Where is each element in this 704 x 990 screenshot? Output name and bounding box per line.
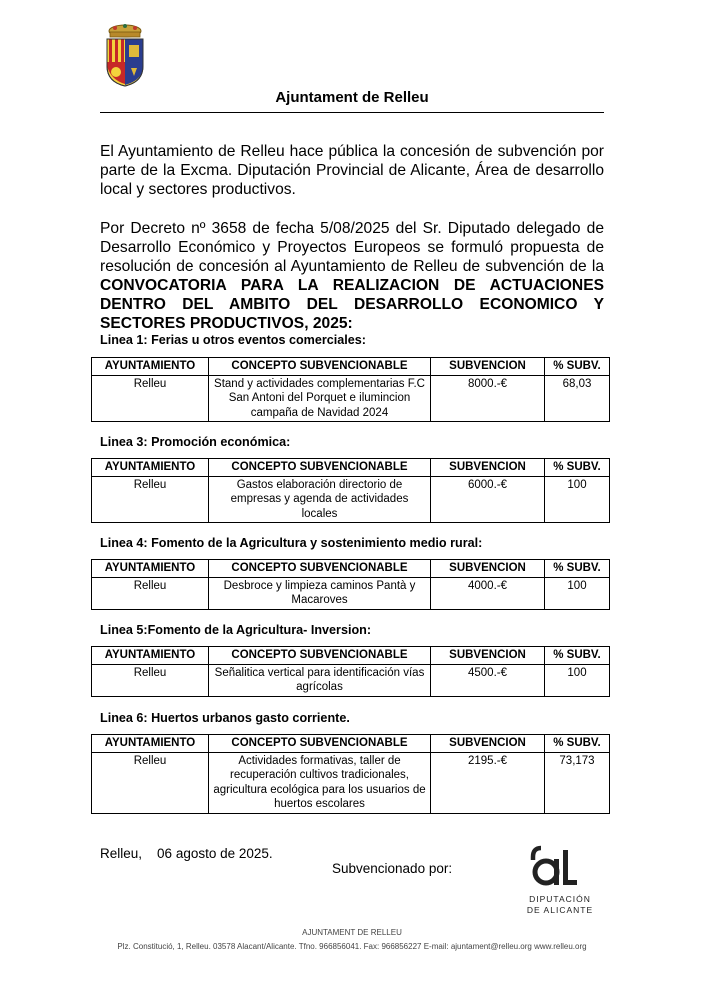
decree-text: Por Decreto nº 3658 de fecha 5/08/2025 del Sr. Diputado delegado de Desarrollo Económico y Proyectos Europeos se formuló propuesta de resolución de concesión al Ayuntamiento de Relleu de subvención de la <box>100 220 604 275</box>
header-concepto: CONCEPTO SUBVENCIONABLE <box>209 459 431 477</box>
cell-concepto: Desbroce y limpieza caminos Pantà y Macaroves <box>209 577 431 609</box>
table-row <box>92 577 610 609</box>
header-subvencion: SUBVENCION <box>431 560 545 578</box>
header-subvencion: SUBVENCION <box>431 459 545 477</box>
intro-paragraph: El Ayuntamiento de Relleu hace pública la concesión de subvención por parte de la Excma. Diputación Provincial de Alicante, Área de desarrollo local y sectores productivos. <box>100 143 604 198</box>
table-row <box>92 664 610 696</box>
header-porcentaje: % SUBV. <box>545 647 610 665</box>
table-header-row <box>92 358 610 376</box>
header-ayuntamiento: AYUNTAMIENTO <box>92 560 209 578</box>
cell-subvencion: 8000.-€ <box>431 375 545 422</box>
linea-5-title: Linea 5:Fomento de la Agricultura- Inversion: <box>100 623 372 637</box>
linea-4-table <box>91 559 610 610</box>
header-porcentaje: % SUBV. <box>545 459 610 477</box>
linea-4-title: Linea 4: Fomento de la Agricultura y sostenimiento medio rural: <box>100 536 483 550</box>
cell-ayuntamiento: Relleu <box>92 375 209 422</box>
header-concepto: CONCEPTO SUBVENCIONABLE <box>209 735 431 753</box>
linea-6-table <box>91 734 610 814</box>
cell-porcentaje: 100 <box>545 664 610 696</box>
linea-1-title: Linea 1: Ferias u otros eventos comerciales: <box>100 333 366 347</box>
table-header-row <box>92 459 610 477</box>
table-row <box>92 375 610 422</box>
logo-line-1: DIPUTACIÓN <box>529 894 591 904</box>
header-ayuntamiento: AYUNTAMIENTO <box>92 459 209 477</box>
decree-convocatoria: CONVOCATORIA PARA LA REALIZACION DE ACTUACIONES DENTRO DEL AMBITO DEL DESARROLLO ECONOMICO Y SECTORES PRODUCTIVOS, 2025: <box>100 277 604 332</box>
cell-porcentaje: 100 <box>545 476 610 523</box>
header-subvencion: SUBVENCION <box>431 735 545 753</box>
sponsor-label: Subvencionado por: <box>332 861 453 876</box>
linea-6-title: Linea 6: Huertos urbanos gasto corriente. <box>100 711 350 725</box>
header-ayuntamiento: AYUNTAMIENTO <box>92 358 209 376</box>
header-ayuntamiento: AYUNTAMIENTO <box>92 735 209 753</box>
table-header-row <box>92 560 610 578</box>
place: Relleu, <box>100 846 143 861</box>
linea-3-title: Linea 3: Promoción económica: <box>100 435 291 449</box>
header-concepto: CONCEPTO SUBVENCIONABLE <box>209 647 431 665</box>
place-date <box>100 846 273 861</box>
footer-address: Plz. Constitució, 1, Relleu. 03578 Alacant/Alicante. Tfno. 966856041. Fax: 966856227 E-mail: ajuntament@relleu.org www.relleu.org <box>117 942 587 951</box>
header-concepto: CONCEPTO SUBVENCIONABLE <box>209 358 431 376</box>
cell-ayuntamiento: Relleu <box>92 752 209 813</box>
table-row <box>92 476 610 523</box>
linea-1-table <box>91 357 610 422</box>
diputacion-alicante-logo <box>522 842 598 920</box>
header-porcentaje: % SUBV. <box>545 735 610 753</box>
cell-subvencion: 4000.-€ <box>431 577 545 609</box>
cell-subvencion: 2195.-€ <box>431 752 545 813</box>
logo-line-2: DE ALICANTE <box>526 905 594 915</box>
table-row <box>92 752 610 813</box>
cell-concepto: Stand y actividades complementarias F.C San Antoni del Porquet e ilumincion campaña de Navidad 2024 <box>209 375 431 422</box>
cell-subvencion: 4500.-€ <box>431 664 545 696</box>
cell-ayuntamiento: Relleu <box>92 664 209 696</box>
page-title: Ajuntament de Relleu <box>275 89 429 106</box>
header-porcentaje: % SUBV. <box>545 560 610 578</box>
cell-subvencion: 6000.-€ <box>431 476 545 523</box>
header-porcentaje: % SUBV. <box>545 358 610 376</box>
cell-porcentaje: 73,173 <box>545 752 610 813</box>
header-concepto: CONCEPTO SUBVENCIONABLE <box>209 560 431 578</box>
linea-5-table <box>91 646 610 697</box>
cell-ayuntamiento: Relleu <box>92 476 209 523</box>
decree-paragraph <box>100 219 604 333</box>
cell-concepto: Actividades formativas, taller de recuperación cultivos tradicionales, agricultura ecológica para los usuarios de huertos escolares <box>209 752 431 813</box>
footer-org-name: AJUNTAMENT DE RELLEU <box>302 928 402 937</box>
table-header-row <box>92 735 610 753</box>
header-subvencion: SUBVENCION <box>431 647 545 665</box>
cell-concepto: Señalitica vertical para identificación vías agrícolas <box>209 664 431 696</box>
linea-3-table <box>91 458 610 523</box>
header-subvencion: SUBVENCION <box>431 358 545 376</box>
header-divider <box>100 112 604 113</box>
cell-concepto: Gastos elaboración directorio de empresas y agenda de actividades locales <box>209 476 431 523</box>
cell-ayuntamiento: Relleu <box>92 577 209 609</box>
relleu-coat-of-arms <box>103 22 147 88</box>
table-header-row <box>92 647 610 665</box>
cell-porcentaje: 68,03 <box>545 375 610 422</box>
header-ayuntamiento: AYUNTAMIENTO <box>92 647 209 665</box>
cell-porcentaje: 100 <box>545 577 610 609</box>
date: 06 agosto de 2025. <box>157 846 273 861</box>
